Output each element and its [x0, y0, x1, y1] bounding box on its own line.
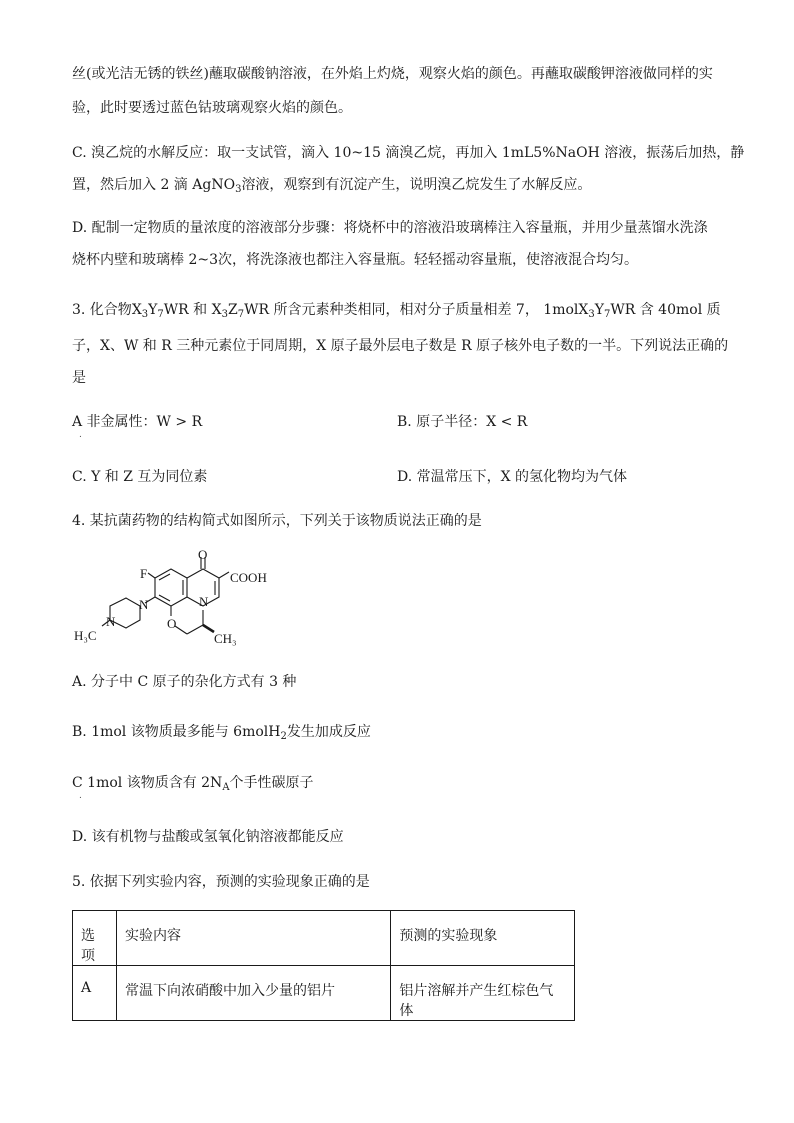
dot-mark: .: [79, 430, 82, 440]
formula-z: Z: [227, 302, 238, 318]
q4-c-text-b: 个手性碳原子: [229, 775, 314, 791]
q3-option-a: A 非金属性：W > R: [72, 414, 203, 430]
q4-stem: 4. 某抗菌药物的结构简式如图所示，下列关于该物质说法正确的是: [72, 513, 482, 529]
q3-stem-line-1: [72, 300, 721, 325]
table-cell: 铝片溶解并产生红棕色气体: [391, 966, 575, 1021]
table-row: [73, 966, 575, 1021]
ch3-label: CH₃: [214, 631, 237, 646]
sub-3-b: 3: [221, 309, 228, 320]
q2-c-text-a: 置，然后加入 2 滴 AgNO: [72, 177, 236, 193]
h3c-label: H₃C: [74, 628, 97, 643]
table-header-cell: 选项: [73, 911, 117, 966]
atom-n-ring-label: N: [199, 594, 209, 609]
formula-y: Y: [148, 302, 158, 318]
q3-stem-middle: 所含元素种类相同，相对分子质量相差 7，: [273, 302, 539, 318]
atom-f-label: F: [140, 566, 148, 581]
table-cell: 常温下向浓硝酸中加入少量的铝片: [116, 966, 390, 1021]
dot-mark-2: .: [79, 791, 82, 801]
q4-b-text-a: B. 1mol 该物质最多能与 6molH: [72, 724, 281, 740]
formula-wr-2: WR: [244, 302, 270, 318]
q2-option-c-line-1: C. 溴乙烷的水解反应：取一支试管，滴入 10~15 滴溴乙烷，再加入 1mL5%NaOH 溶液，振荡后加热，静: [72, 145, 745, 161]
table-header-cell: 实验内容: [116, 911, 390, 966]
q4-c-subscript: A: [222, 782, 230, 793]
q3-stem-line-3: 是: [72, 370, 86, 386]
q2-option-d-line-2: 烧杯内壁和玻璃棒 2~3次，将洗涤液也都注入容量瓶。轻轻摇动容量瓶，使溶液混合均匀。: [72, 252, 638, 268]
table-cell: A: [73, 966, 117, 1021]
q3-option-d: D. 常温常压下，X 的氢化物均为气体: [397, 469, 628, 485]
table-header-row: [73, 911, 575, 966]
q3-option-b: B. 原子半径：X < R: [397, 414, 528, 430]
q2-option-d-line-1: D. 配制一定物质的量浓度的溶液部分步骤：将烧杯中的溶液沿玻璃棒注入容量瓶，并用少量蒸馏水洗涤: [72, 220, 708, 236]
q2-c-text-b: 溶液，观察到有沉淀产生，说明溴乙烷发生了水解反应。: [241, 177, 592, 193]
sub-7-c: 7: [603, 309, 611, 320]
experiment-table: [72, 910, 575, 1021]
formula-x-2: X: [211, 302, 222, 318]
q4-b-subscript: 2: [280, 731, 287, 742]
table-header-cell: 预测的实验现象: [391, 911, 575, 966]
q5-stem: 5. 依据下列实验内容，预测的实验现象正确的是: [72, 874, 370, 890]
q2-text-line-2: 验，此时要透过蓝色钴玻璃观察火焰的颜色。: [72, 100, 352, 116]
sub-7-b: 7: [237, 309, 245, 320]
q4-c-text-a: C 1mol 该物质含有 2N: [72, 775, 223, 791]
q4-option-c: [72, 773, 314, 798]
q4-option-d: D. 该有机物与盐酸或氢氧化钠溶液都能反应: [72, 829, 344, 845]
q3-option-c: C. Y 和 Z 互为同位素: [72, 469, 208, 485]
atom-n-pip-1-label: N: [139, 597, 149, 612]
q2-option-c-line-2: [72, 175, 591, 200]
sub-3: 3: [141, 309, 149, 320]
q3-stem-line-2: 子，X、W 和 R 三种元素位于同周期，X 原子最外层电子数是 R 原子核外电子数的一半。下列说法正确的: [72, 338, 729, 354]
q2-c-subscript: 3: [235, 184, 242, 195]
atom-o-ring-label: O: [167, 616, 177, 631]
atom-o-top-label: O: [198, 548, 208, 562]
q3-stem-prefix: 3. 化合物: [72, 302, 132, 318]
molecule-structure: [74, 548, 284, 648]
q4-option-b: [72, 722, 371, 747]
formula-y-2: Y: [594, 302, 604, 318]
atom-n-pip-2-label: N: [106, 614, 116, 629]
sub-3-c: 3: [588, 309, 595, 320]
and-text: 和: [193, 302, 208, 318]
formula-x: X: [131, 302, 142, 318]
cooh-label: COOH: [230, 570, 267, 585]
formula-wr-3: WR: [610, 302, 636, 318]
formula-wr: WR: [163, 302, 189, 318]
q2-text-line-1: 丝(或光洁无锈的铁丝)蘸取碳酸钠溶液，在外焰上灼烧，观察火焰的颜色。再蘸取碳酸钾溶液做同样的实: [72, 66, 713, 82]
sub-7: 7: [157, 309, 164, 320]
q3-stem-suffix: 含 40mol 质: [639, 302, 721, 318]
formula-mol-x: 1molX: [543, 302, 589, 318]
q4-option-a: A. 分子中 C 原子的杂化方式有 3 种: [72, 674, 297, 690]
q4-b-text-b: 发生加成反应: [286, 724, 371, 740]
